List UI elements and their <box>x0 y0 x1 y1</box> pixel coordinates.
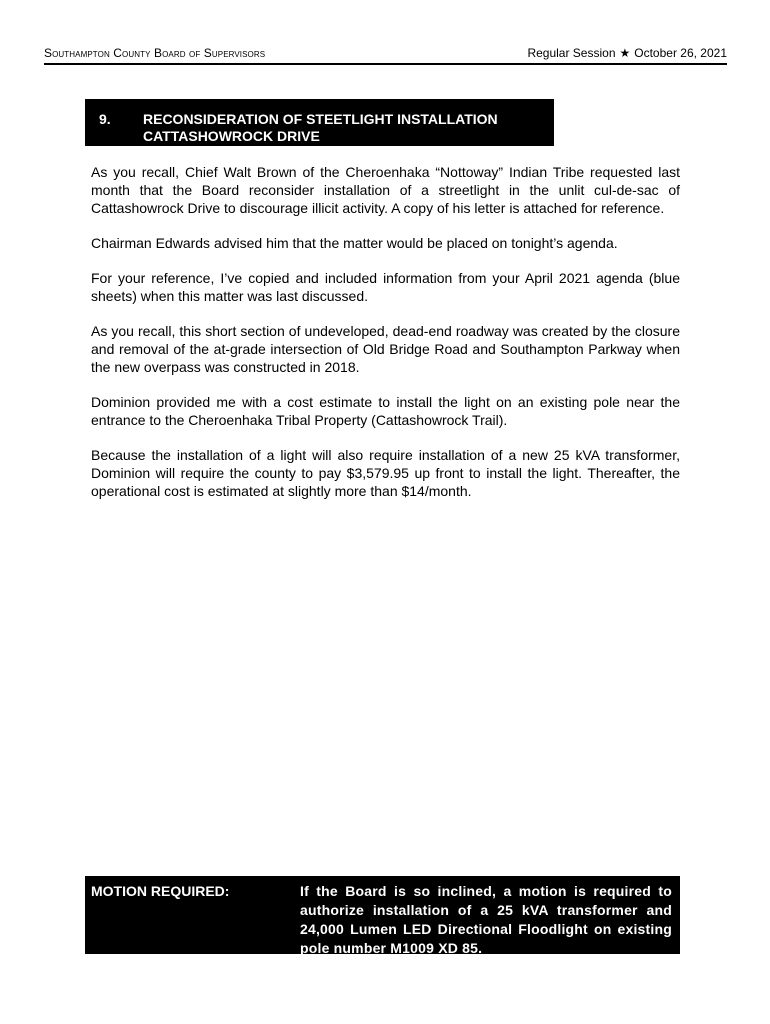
motion-label: MOTION REQUIRED: <box>91 883 230 899</box>
section-number: 9. <box>99 111 111 127</box>
paragraph-5: Dominion provided me with a cost estimate to install the light on an existing pole near the entrance to the Cheroenhaka Tribal Property (Cattashowrock Trail). <box>91 394 680 428</box>
section-title-line-2: CATTASHOWROCK DRIVE <box>143 128 320 144</box>
header-organization: Southampton County Board of Supervisors <box>44 46 266 60</box>
paragraph-2: Chairman Edwards advised him that the matter would be placed on tonight’s agenda. <box>91 235 618 251</box>
page-header <box>44 45 727 65</box>
header-date: October 26, 2021 <box>634 46 727 60</box>
paragraph-4: As you recall, this short section of undeveloped, dead-end roadway was created by the closure and removal of the at-grade intersection of Old Bridge Road and Southampton Parkway when the new overpass was constructed in 2018. <box>91 323 680 375</box>
star-icon: ★ <box>619 46 631 60</box>
motion-text: If the Board is so inclined, a motion is required to authorize installation of a 25 kVA transformer and 24,000 Lumen LED Directional Floodlight on existing pole number M1009 XD 85. <box>300 883 672 956</box>
section-title-line-1: RECONSIDERATION OF STEETLIGHT INSTALLATION <box>143 111 498 127</box>
body-text <box>91 163 680 517</box>
section-title-bar <box>85 99 554 146</box>
paragraph-1: As you recall, Chief Walt Brown of the Cheroenhaka “Nottoway” Indian Tribe requested last month that the Board reconsider installation of a streetlight in the unlit cul-de-sac of Cattashowrock Drive to discourage illicit activity. A copy of his letter is attached for reference. <box>91 164 680 216</box>
header-meeting-info <box>527 46 727 60</box>
section-title <box>143 111 543 145</box>
paragraph-3: For your reference, I’ve copied and included information from your April 2021 agenda (blue sheets) when this matter was last discussed. <box>91 270 680 304</box>
header-session: Regular Session <box>527 46 616 60</box>
motion-box <box>85 876 680 954</box>
paragraph-6: Because the installation of a light will also require installation of a new 25 kVA transformer, Dominion will require the county to pay $3,579.95 up front to install the light. Thereafter, the operational cost is estimated at slightly more than $14/month. <box>91 447 680 499</box>
